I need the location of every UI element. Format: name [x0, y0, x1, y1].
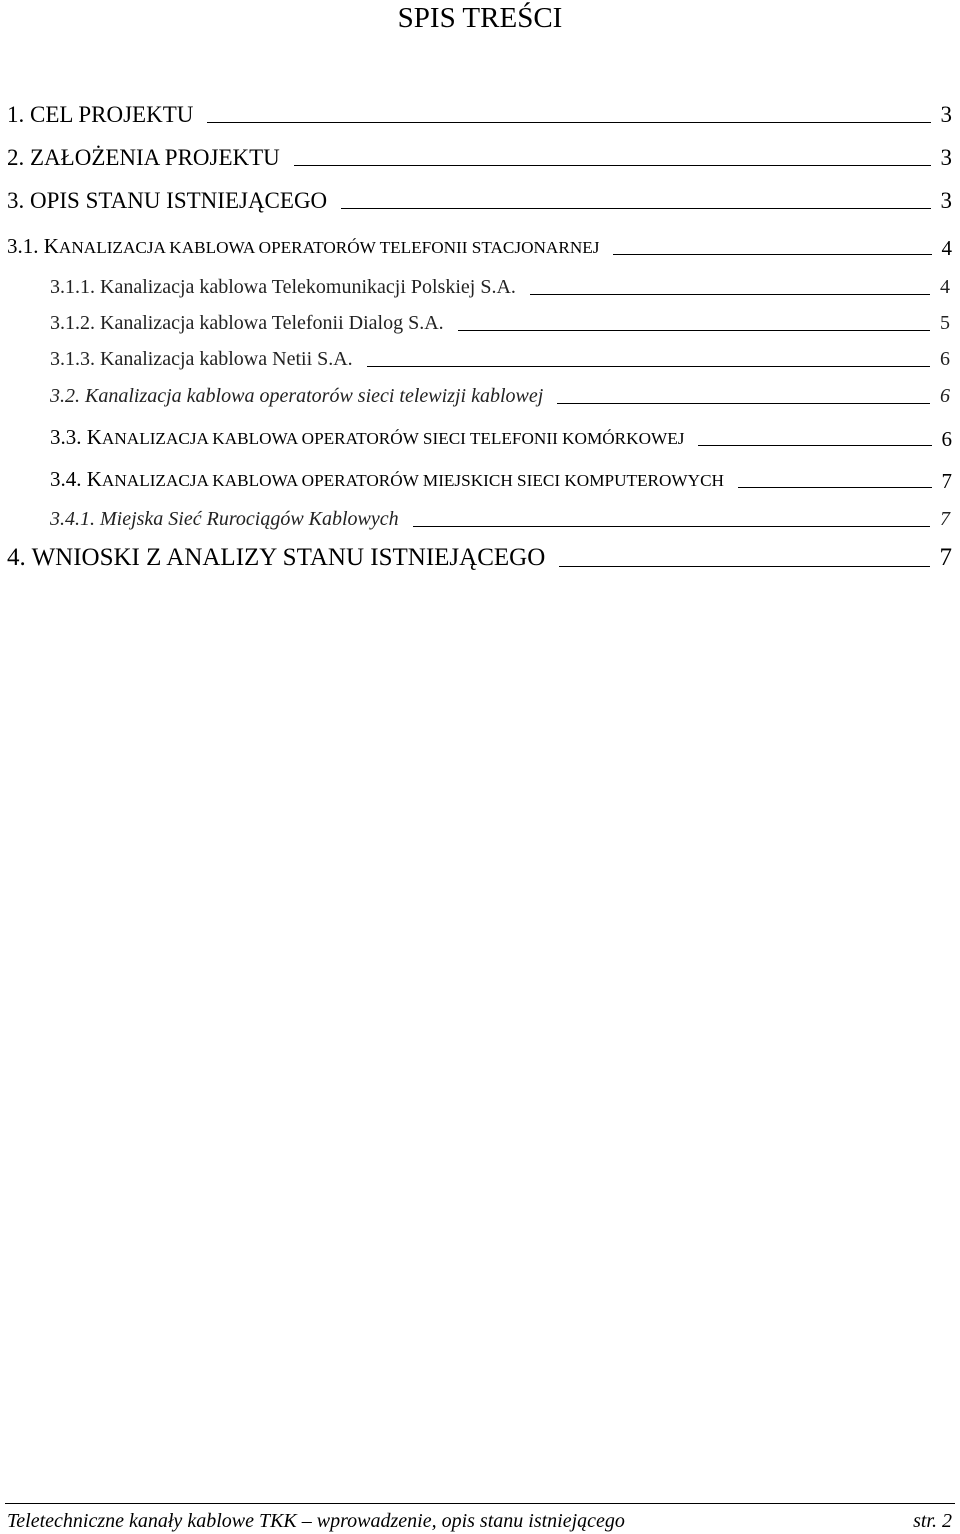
toc-entry-kanalizacja-telefonii-stacjonarnej[interactable]	[7, 233, 952, 261]
toc-entry-rurociagi-kablowe[interactable]	[50, 507, 950, 532]
toc-entry-label: 3.2. Kanalizacja kablowa operatorów sieci telewizji kablowej	[50, 385, 544, 407]
toc-entry-label: 3.1.3. Kanalizacja kablowa Netii S.A.	[50, 348, 353, 370]
toc-page-number: 5	[940, 312, 950, 334]
toc-page-number: 7	[939, 544, 952, 571]
page-footer	[7, 1508, 952, 1534]
toc-page-number: 4	[941, 236, 952, 260]
toc-page-number: 3	[940, 188, 952, 213]
toc-leader-line	[207, 122, 930, 123]
toc-page-number: 3	[940, 102, 952, 127]
footer-page-number: str. 2	[913, 1510, 952, 1532]
toc-entry-label: 3.1.1. Kanalizacja kablowa Telekomunikacji Polskiej S.A.	[50, 276, 516, 298]
toc-leader-line	[530, 294, 930, 295]
toc-leader-line	[367, 366, 930, 367]
toc-entry-label: 4. WNIOSKI Z ANALIZY STANU ISTNIEJĄCEGO	[7, 544, 546, 571]
toc-leader-line	[738, 487, 932, 488]
toc-page-number: 6	[941, 427, 952, 451]
toc-entry-netia-sa[interactable]	[50, 347, 950, 372]
toc-page-number: 7	[940, 508, 950, 530]
toc-entry-cel-projektu[interactable]	[7, 101, 952, 129]
toc-page-number: 7	[941, 469, 952, 493]
toc-page-number: 6	[940, 385, 950, 407]
toc-leader-line	[458, 330, 930, 331]
toc-entry-label: 3. OPIS STANU ISTNIEJĄCEGO	[7, 188, 328, 213]
toc-page-number: 6	[940, 348, 950, 370]
page-title: SPIS TREŚCI	[397, 2, 563, 34]
toc-entry-zalozenia-projektu[interactable]	[7, 144, 952, 172]
toc-entry-opis-stanu[interactable]	[7, 187, 952, 215]
toc-entry-label: 3.1. KANALIZACJA KABLOWA OPERATORÓW TELEFONII STACJONARNEJ	[7, 234, 600, 258]
footer-divider	[5, 1503, 955, 1504]
toc-entry-tp-sa[interactable]	[50, 275, 950, 300]
toc-entry-label: 2. ZAŁOŻENIA PROJEKTU	[7, 145, 280, 170]
toc-leader-line	[613, 254, 931, 255]
toc-entry-sieci-komputerowe[interactable]	[50, 466, 952, 494]
footer-document-title: Teletechniczne kanały kablowe TKK – wprowadzenie, opis stanu istniejącego	[7, 1510, 625, 1532]
toc-leader-line	[557, 403, 930, 404]
toc-page-number: 3	[940, 145, 952, 170]
toc-entry-label: 3.4.1. Miejska Sieć Rurociągów Kablowych	[50, 508, 399, 530]
toc-leader-line	[341, 208, 930, 209]
toc-entry-label: 1. CEL PROJEKTU	[7, 102, 194, 127]
toc-leader-line	[294, 165, 931, 166]
toc-entry-label: 3.4. KANALIZACJA KABLOWA OPERATORÓW MIEJSKICH SIECI KOMPUTEROWYCH	[50, 467, 724, 491]
toc-page-number: 4	[940, 276, 950, 298]
toc-entry-dialog-sa[interactable]	[50, 311, 950, 336]
toc-leader-line	[413, 526, 930, 527]
toc-entry-label: 3.3. KANALIZACJA KABLOWA OPERATORÓW SIECI TELEFONII KOMÓRKOWEJ	[50, 425, 685, 449]
toc-leader-line	[698, 445, 931, 446]
toc-entry-telefonia-komorkowa[interactable]	[50, 424, 952, 452]
toc-entry-wnioski[interactable]	[7, 543, 952, 573]
toc-entry-telewizja-kablowa[interactable]	[50, 384, 950, 409]
toc-entry-label: 3.1.2. Kanalizacja kablowa Telefonii Dialog S.A.	[50, 312, 444, 334]
toc-leader-line	[559, 566, 929, 567]
